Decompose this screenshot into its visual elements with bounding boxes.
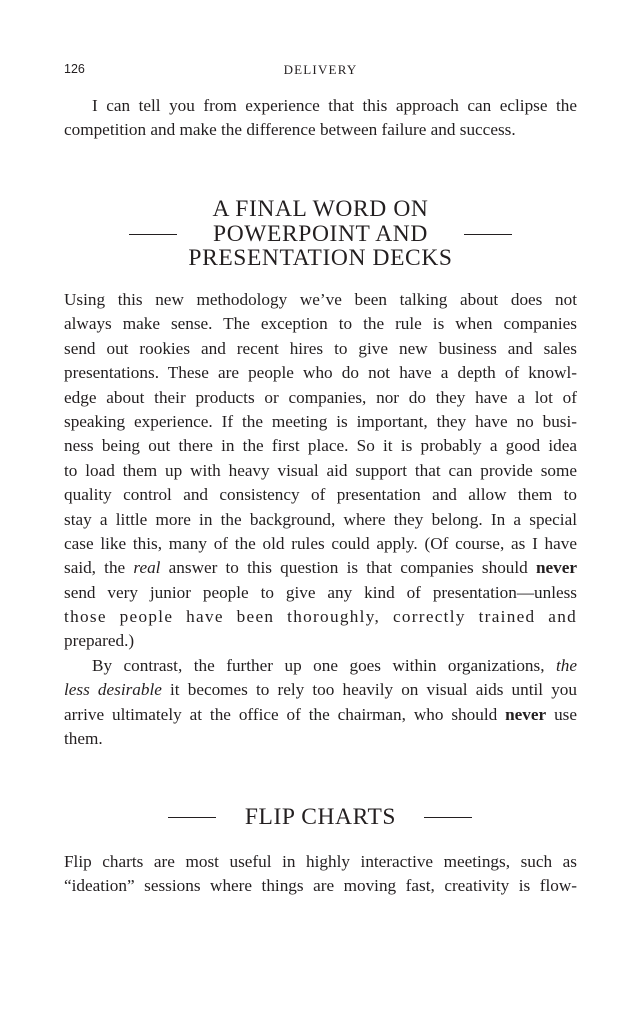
section1-paragraph-1: [64, 290, 577, 656]
intro-paragraph: [64, 96, 577, 145]
book-page: [64, 0, 577, 1024]
heading-rule-right: [424, 817, 472, 818]
text-line: send very junior people to give any kind of presentation—unless: [64, 582, 577, 602]
bold-text: never: [535, 558, 577, 578]
heading-line: FLIP CHARTS: [244, 804, 397, 830]
heading-line: PRESENTATION DECKS: [188, 245, 453, 271]
text-line: always make sense. The exception to the rule is when companies: [64, 314, 577, 334]
heading-line: POWERPOINT AND: [213, 220, 428, 247]
emphasis-text: less desirable: [64, 680, 162, 700]
text-line: “ideation” sessions where things are moving fast, creativity is flow-: [64, 876, 577, 896]
text-line-mixed: [64, 680, 577, 704]
text-line: stay a little more in the background, where they belong. In a special: [64, 509, 577, 529]
text-line: edge about their products or companies, nor do they have a lot of: [64, 387, 577, 407]
text-line: prepared.): [64, 631, 135, 651]
section-heading-final-word: [64, 197, 577, 271]
chapter-title: DELIVERY: [283, 62, 358, 77]
text-line: I can tell you from experience that this approach can eclipse the: [92, 96, 577, 115]
text-line: Flip charts are most useful in highly interactive meetings, such as: [64, 852, 577, 871]
text-line-mixed: [64, 656, 577, 680]
text-line: ness being out there in the first place. So it is probably a good idea: [64, 436, 577, 456]
section2-paragraph-1: [64, 852, 577, 901]
text-line-mixed: [64, 558, 577, 582]
text-line: send out rookies and recent hires to give new business and sales: [64, 338, 577, 358]
section-heading-flip-charts: [64, 805, 577, 830]
text-run: arrive ultimately at the office of the chairman, who should: [64, 704, 506, 724]
heading-rule-right: [464, 234, 512, 235]
heading-rule-left: [129, 234, 177, 235]
text-line: speaking experience. If the meeting is important, they have no busi-: [64, 411, 577, 431]
text-run: it becomes to rely too heavily on visual aids until you: [161, 680, 577, 700]
text-run: answer to this question is that companies should: [160, 558, 536, 578]
text-line-mixed: [64, 705, 577, 729]
emphasis-text: real: [133, 558, 161, 578]
text-line: presentations. These are people who do not have a depth of knowl-: [64, 363, 577, 383]
emphasis-text: the: [556, 656, 577, 675]
running-head: [64, 62, 577, 80]
text-line: them.: [64, 729, 103, 749]
text-line: Using this new methodology we’ve been talking about does not: [64, 290, 577, 309]
heading-line-with-rules: [64, 222, 577, 247]
heading-line-with-rules: [64, 805, 577, 830]
section1-paragraph-2: [64, 656, 577, 754]
heading-line: A FINAL WORD ON: [212, 196, 429, 222]
text-run: said, the: [64, 558, 134, 578]
bold-text: never: [505, 704, 547, 724]
text-line: to load them up with heavy visual aid support that can provide some: [64, 460, 577, 480]
text-run: By contrast, the further up one goes within organizations,: [92, 656, 556, 675]
heading-rule-left: [168, 817, 216, 818]
page-number: 126: [64, 62, 85, 76]
text-run: use: [546, 704, 577, 724]
text-line: quality control and consistency of presentation and allow them to: [64, 485, 577, 505]
text-line: competition and make the difference between failure and success.: [64, 120, 516, 140]
text-line: those people have been thoroughly, correctly trained and: [64, 607, 577, 627]
text-line: case like this, many of the old rules could apply. (Of course, as I have: [64, 533, 577, 553]
